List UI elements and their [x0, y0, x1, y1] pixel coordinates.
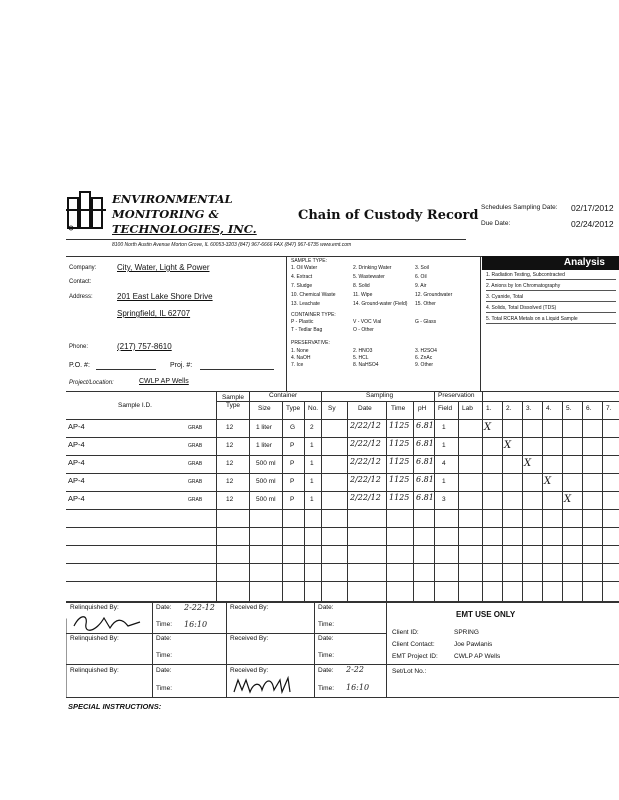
- container-type-item: V - VOC Vial: [353, 319, 382, 325]
- set-lot-label: Set/Lot No.:: [392, 668, 427, 675]
- preservative-item: 6. ZnAc: [415, 355, 433, 361]
- analysis-col-header: 1.: [486, 405, 492, 412]
- company-value: City, Water, Light & Power: [117, 263, 210, 272]
- client-id-label: Client ID:: [392, 629, 419, 636]
- date-label-3: Date:: [156, 667, 172, 674]
- no-header: No.: [308, 405, 319, 412]
- grab-label: GRAB: [188, 461, 203, 467]
- sample-type-item: 3. Soil: [415, 265, 429, 271]
- preservation-field: 1: [442, 442, 446, 449]
- preservative-item: 1. None: [291, 348, 309, 354]
- sample-time: 1125: [389, 457, 410, 466]
- container-count: 2: [310, 424, 314, 431]
- date-label-2b: Date:: [318, 635, 334, 642]
- time-label-2b: Time:: [318, 652, 335, 659]
- sample-type-title: SAMPLE TYPE:: [291, 258, 328, 264]
- address-line-2: Springfield, IL 62707: [117, 309, 191, 318]
- date-label-1: Date:: [156, 604, 172, 611]
- container-size: 500 ml: [256, 478, 276, 485]
- analysis-col-header: 2.: [506, 405, 512, 412]
- sample-type-value: 12: [226, 424, 234, 431]
- sample-type-header: [218, 394, 248, 410]
- preservative-item: 4. NaOH: [291, 355, 311, 361]
- relinquished-label-1: Relinquished By:: [70, 604, 119, 611]
- client-contact-label: Client Contact:: [392, 641, 435, 648]
- received-label-2: Received By:: [230, 635, 269, 642]
- analysis-item: 3. Cyanide, Total: [486, 295, 616, 302]
- container-type: P: [290, 460, 295, 467]
- sample-type-item: 4. Extract: [291, 274, 313, 280]
- preservative-item: 8. NaHSO4: [353, 362, 379, 368]
- contact-label: Contact:: [69, 279, 92, 285]
- preservative-item: 7. Ice: [291, 362, 304, 368]
- sample-date: 2/22/12: [350, 493, 381, 502]
- sample-ph: 6.81: [416, 475, 434, 484]
- sample-id: AP-4: [68, 458, 85, 467]
- sample-type-item: 9. Air: [415, 283, 427, 289]
- grab-label: GRAB: [188, 497, 203, 503]
- analysis-mark: X: [544, 476, 552, 487]
- sample-ph: 6.81: [416, 493, 434, 502]
- sample-date: 2/22/12: [350, 439, 381, 448]
- container-type: P: [290, 442, 295, 449]
- company-logo: [66, 188, 106, 232]
- schedule-sampling-label: Schedules Sampling Date:: [481, 204, 558, 211]
- container-type-item: G - Glass: [415, 319, 437, 325]
- special-instructions-label: SPECIAL INSTRUCTIONS:: [68, 702, 162, 711]
- sample-type-header-text: Sample Type: [221, 394, 245, 409]
- date-label-1b: Date:: [318, 604, 334, 611]
- sample-id-header: Sample I.D.: [118, 402, 152, 409]
- container-type-item: O - Other: [353, 327, 374, 333]
- date-label-3b: Date:: [318, 667, 334, 674]
- time-label-3b: Time:: [318, 685, 335, 692]
- relinquished-label-3: Relinquished By:: [70, 667, 119, 674]
- analysis-mark: X: [564, 494, 572, 505]
- company-label: Company:: [69, 265, 97, 271]
- phone-label: Phone:: [69, 344, 89, 350]
- address-line-1: 201 East Lake Shore Drive: [117, 292, 213, 301]
- field-header: Field: [438, 405, 453, 412]
- sample-table: [66, 391, 619, 602]
- preservation-field: 1: [442, 478, 446, 485]
- type-header: Type: [286, 405, 301, 412]
- sample-time: 1125: [389, 493, 410, 502]
- container-size: 500 ml: [256, 460, 276, 467]
- container-type: G: [290, 424, 296, 431]
- analysis-item: 5. Total RCRA Metals on a Liquid Sample: [486, 317, 616, 324]
- sample-time: 1125: [389, 475, 410, 484]
- relinquished-label-2: Relinquished By:: [70, 635, 119, 642]
- time-label-3: Time:: [156, 685, 173, 692]
- sample-type-item: 7. Sludge: [291, 283, 313, 289]
- sample-type-item: 11. Wipe: [353, 292, 373, 298]
- sample-date: 2/22/12: [350, 421, 381, 430]
- grab-label: GRAB: [188, 443, 203, 449]
- preservative-item: 5. HCL: [353, 355, 369, 361]
- time-label-1b: Time:: [318, 621, 335, 628]
- sample-id: AP-4: [68, 476, 85, 485]
- sample-ph: 6.81: [416, 439, 434, 448]
- date-header: Date: [358, 405, 372, 412]
- po-label: P.O. #:: [69, 362, 90, 369]
- company-name-line-1: ENVIRONMENTAL: [112, 192, 233, 206]
- table-row: [66, 422, 619, 438]
- container-type-title: CONTAINER TYPE:: [291, 312, 336, 318]
- sample-type-item: 13. Leachate: [291, 301, 320, 307]
- analysis-col-header: 3.: [526, 405, 532, 412]
- sample-id: AP-4: [68, 494, 85, 503]
- analysis-col-header: 5.: [566, 405, 572, 412]
- time-label-2: Time:: [156, 652, 173, 659]
- sampling-header: Sampling: [366, 392, 394, 399]
- analysis-mark: X: [524, 458, 532, 469]
- container-type: P: [290, 478, 295, 485]
- preservation-field: 3: [442, 496, 446, 503]
- analysis-mark: X: [484, 422, 492, 433]
- sample-type-item: 2. Drinking Water: [353, 265, 392, 271]
- phone-value: (217) 757-8610: [117, 342, 172, 351]
- preservation-header: Preservation: [438, 392, 475, 399]
- sample-type-item: 1. Oil Water: [291, 265, 318, 271]
- analysis-col-header: 7.: [606, 405, 612, 412]
- sample-type-item: 10. Chemical Waste: [291, 292, 336, 298]
- sample-type-value: 12: [226, 442, 234, 449]
- sample-ph: 6.81: [416, 421, 434, 430]
- sample-date: 2/22/12: [350, 475, 381, 484]
- preservative-item: 3. H2SO4: [415, 348, 437, 354]
- company-name: [112, 192, 257, 237]
- analysis-col-header: 6.: [586, 405, 592, 412]
- sig1-time: 16:10: [184, 620, 208, 629]
- preservation-field: 1: [442, 424, 446, 431]
- sample-id: AP-4: [68, 422, 85, 431]
- container-count: 1: [310, 496, 314, 503]
- project-label: Project/Location:: [69, 380, 114, 386]
- sample-date: 2/22/12: [350, 457, 381, 466]
- company-name-line-3: TECHNOLOGIES, INC.: [112, 222, 257, 236]
- sample-time: 1125: [389, 439, 410, 448]
- sample-type-item: 12. Groundwater: [415, 292, 453, 298]
- schedule-due-label: Due Date:: [481, 220, 511, 227]
- address-label: Address:: [69, 294, 93, 300]
- table-row: [66, 476, 619, 492]
- schedule-due-date: 02/24/2012: [571, 219, 614, 229]
- container-count: 1: [310, 442, 314, 449]
- emt-use-title: EMT USE ONLY: [456, 610, 516, 619]
- table-row: [66, 494, 619, 510]
- sample-type-item: 6. Oil: [415, 274, 427, 280]
- table-row: [66, 458, 619, 474]
- sample-type-item: 8. Solid: [353, 283, 370, 289]
- analysis-mark: X: [504, 440, 512, 451]
- preservative-title: PRESERVATIVE:: [291, 340, 330, 346]
- size-header: Size: [258, 405, 271, 412]
- container-size: 1 liter: [256, 442, 272, 449]
- signature-section: [66, 602, 619, 698]
- time-label-1: Time:: [156, 621, 173, 628]
- grab-label: GRAB: [188, 425, 203, 431]
- form-title: Chain of Custody Record: [298, 208, 479, 223]
- sig3-time: 16:10: [346, 683, 370, 692]
- container-type-item: P - Plastic: [291, 319, 314, 325]
- preservative-item: 9. Other: [415, 362, 434, 368]
- schedule-sampling-date: 02/17/2012: [571, 203, 614, 213]
- sample-id: AP-4: [68, 440, 85, 449]
- sy-header: Sy: [328, 405, 336, 412]
- sample-type-value: 12: [226, 496, 234, 503]
- sample-ph: 6.81: [416, 457, 434, 466]
- container-type-item: T - Tedlar Bag: [291, 327, 323, 333]
- sample-type-item: 14. Ground-water (Field): [353, 301, 408, 307]
- container-header: Container: [269, 392, 298, 399]
- container-size: 500 ml: [256, 496, 276, 503]
- container-count: 1: [310, 478, 314, 485]
- sig1-date: 2-22-12: [184, 603, 215, 612]
- container-type: P: [290, 496, 295, 503]
- signature-3: [230, 674, 310, 701]
- sig3-date: 2-22: [346, 665, 364, 674]
- analysis-item: 4. Solids, Total Dissolved (TDS): [486, 306, 616, 313]
- sample-type-value: 12: [226, 460, 234, 467]
- preservative-item: 2. HNO3: [353, 348, 373, 354]
- sample-type-item: 15. Other: [415, 301, 436, 307]
- ph-header: pH: [418, 405, 427, 412]
- project-value: CWLP AP Wells: [139, 378, 189, 385]
- sample-type-value: 12: [226, 478, 234, 485]
- table-row: [66, 440, 619, 456]
- analysis-col-header: 4.: [546, 405, 552, 412]
- sample-time: 1125: [389, 421, 410, 430]
- preservation-field: 4: [442, 460, 446, 467]
- company-name-line-2: MONITORING &: [112, 207, 219, 221]
- analysis-header: [482, 256, 619, 270]
- container-size: 1 liter: [256, 424, 272, 431]
- analysis-title: Analysis: [563, 257, 605, 268]
- project-id-value: CWLP AP Wells: [454, 653, 501, 660]
- received-label-1: Received By:: [230, 604, 269, 611]
- container-count: 1: [310, 460, 314, 467]
- analysis-item: 1. Radiation Testing, Subcontracted: [486, 273, 616, 280]
- received-label-3: Received By:: [230, 667, 269, 674]
- project-id-label: EMT Project ID:: [392, 653, 438, 660]
- client-contact-value: Joe Pawlanis: [454, 641, 493, 648]
- company-address: 8100 North Austin Avenue Morton Grove, IL 60053-3203 (847) 967-6666 FAX (847) 967-6735 www.emt.com: [112, 242, 352, 248]
- client-id-value: SPRING: [454, 629, 479, 636]
- analysis-item: 2. Anions by Ion Chromatography: [486, 284, 616, 291]
- time-header: Time: [391, 405, 406, 412]
- proj-label: Proj. #:: [170, 362, 193, 369]
- grab-label: GRAB: [188, 479, 203, 485]
- sample-type-item: 5. Wastewater: [353, 274, 385, 280]
- lab-header: Lab: [462, 405, 473, 412]
- date-label-2: Date:: [156, 635, 172, 642]
